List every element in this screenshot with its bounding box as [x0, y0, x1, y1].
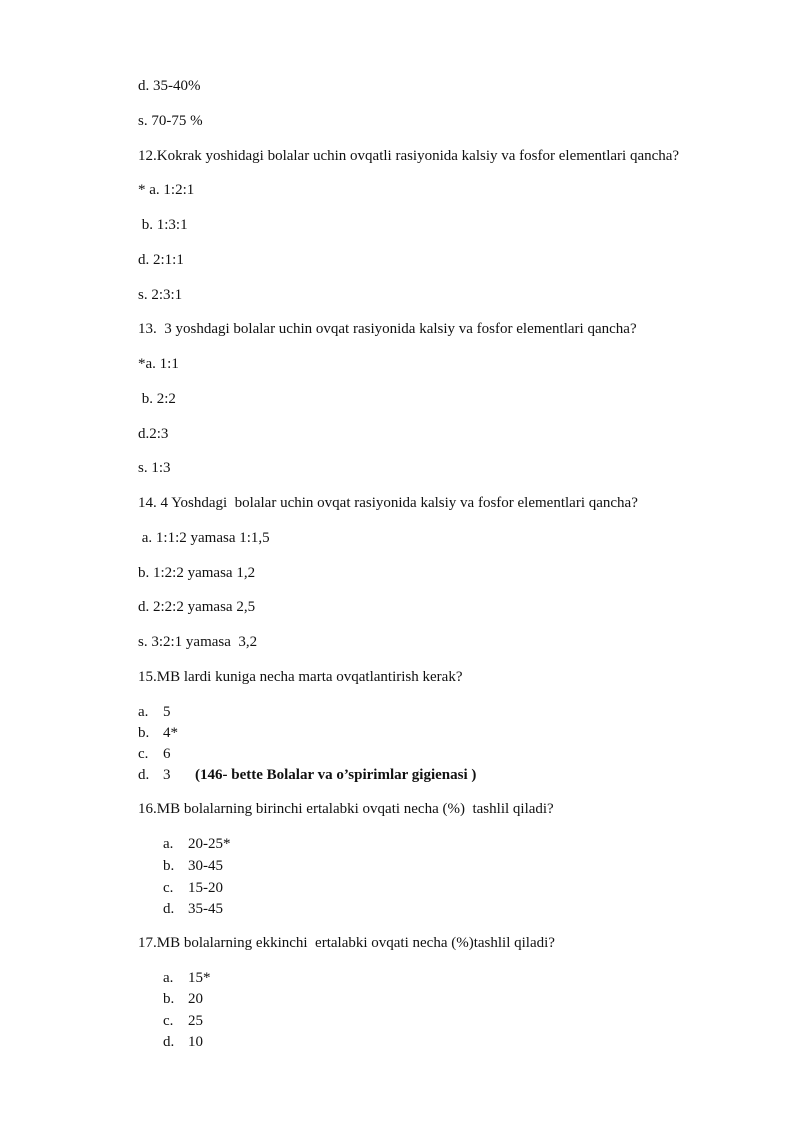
option-text: 30-45	[188, 858, 223, 874]
answer-option: d. 2:1:1	[138, 252, 184, 268]
list-item	[163, 1012, 203, 1030]
answer-option: s. 70-75 %	[138, 113, 203, 129]
option-label: c.	[163, 880, 174, 896]
list-item	[138, 766, 171, 784]
answer-option: s. 2:3:1	[138, 287, 183, 303]
list-item	[163, 857, 223, 875]
option-label: a.	[163, 836, 174, 852]
option-label: b.	[163, 991, 175, 1007]
list-item	[163, 879, 223, 897]
option-label: c.	[138, 746, 149, 762]
question-13: 13. 3 yoshdagi bolalar uchin ovqat rasiyonida kalsiy va fosfor elementlari qancha?	[138, 321, 637, 337]
option-text: 20-25*	[188, 836, 231, 852]
answer-option: d. 35-40%	[138, 78, 201, 94]
option-label: b.	[138, 725, 150, 741]
option-text: 15*	[188, 970, 211, 986]
option-label: d.	[163, 1034, 175, 1050]
list-item	[163, 835, 231, 853]
answer-option: b. 1:2:2 yamasa 1,2	[138, 565, 256, 581]
list-item	[163, 900, 223, 918]
answer-option: d. 2:2:2 yamasa 2,5	[138, 599, 256, 615]
option-text: 20	[188, 991, 203, 1007]
list-item	[138, 724, 178, 742]
option-label: d.	[163, 901, 175, 917]
question-12: 12.Kokrak yoshidagi bolalar uchin ovqatli rasiyonida kalsiy va fosfor elementlari qancha?	[138, 148, 680, 164]
option-label: b.	[163, 858, 175, 874]
option-text: 10	[188, 1034, 203, 1050]
option-text: 4*	[163, 725, 178, 741]
list-item	[138, 745, 171, 763]
answer-option: s. 1:3	[138, 460, 171, 476]
list-item	[163, 1033, 203, 1051]
answer-option: b. 2:2	[138, 391, 176, 407]
answer-option: b. 1:3:1	[138, 217, 188, 233]
question-16: 16.MB bolalarning birinchi ertalabki ovqati necha (%) tashlil qiladi?	[138, 801, 554, 817]
question-15: 15.MB lardi kuniga necha marta ovqatlantirish kerak?	[138, 669, 463, 685]
question-17: 17.MB bolalarning ekkinchi ertalabki ovqati necha (%)tashlil qiladi?	[138, 935, 555, 951]
option-label: c.	[163, 1013, 174, 1029]
option-label: d.	[138, 767, 150, 783]
option-text: 6	[163, 746, 171, 762]
answer-option: a. 1:1:2 yamasa 1:1,5	[138, 530, 270, 546]
source-reference: (146- bette Bolalar va o’spirimlar gigienasi )	[195, 767, 477, 783]
answer-option: * a. 1:2:1	[138, 182, 195, 198]
option-text: 25	[188, 1013, 203, 1029]
option-text: 15-20	[188, 880, 223, 896]
list-item	[138, 703, 171, 721]
option-text: 5	[163, 704, 171, 720]
answer-option: s. 3:2:1 yamasa 3,2	[138, 634, 258, 650]
option-label: a.	[163, 970, 174, 986]
option-text: 3	[163, 767, 171, 783]
list-item	[163, 990, 203, 1008]
list-item	[163, 969, 211, 987]
answer-option: d.2:3	[138, 426, 169, 442]
option-label: a.	[138, 704, 149, 720]
option-text: 35-45	[188, 901, 223, 917]
question-14: 14. 4 Yoshdagi bolalar uchin ovqat rasiyonida kalsiy va fosfor elementlari qancha?	[138, 495, 638, 511]
answer-option: *a. 1:1	[138, 356, 179, 372]
